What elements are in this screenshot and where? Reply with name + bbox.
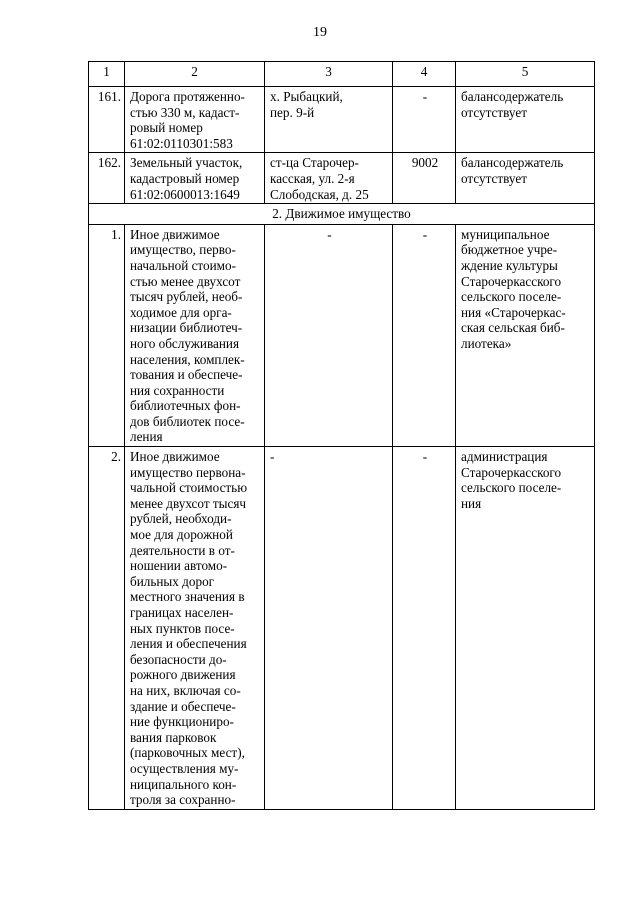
property-name: Земельный участок, кадастровый номер 61:02:0600013:1649 — [125, 153, 265, 204]
property-holder: администрация Старочеркасского сельского поселе- ния — [456, 447, 595, 810]
property-holder: муниципальное бюджетное учре- ждение культуры Старочеркасского сельского поселе- ния «Старочеркас- ская сельская биб- лиотека» — [456, 224, 595, 446]
column-header: 3 — [265, 62, 393, 87]
property-address: - — [265, 224, 393, 446]
property-value: - — [393, 87, 456, 153]
row-number: 162. — [89, 153, 125, 204]
column-header: 5 — [456, 62, 595, 87]
section-title: 2. Движимое имущество — [89, 204, 595, 225]
property-holder: балансодержатель отсутствует — [456, 153, 595, 204]
row-number: 1. — [89, 224, 125, 446]
section-heading-row — [89, 204, 595, 225]
row-number: 161. — [89, 87, 125, 153]
row-number: 2. — [89, 447, 125, 810]
property-name: Иное движимое имущество первона- чальной стоимостью менее двухсот тысяч рублей, необходи- мое для дорожной деятельности в от- ношении автомо- бильных дорог местного значения в границах населен- ных пунктов посе- ления и обеспечения безопасности до- рожного движения на них, включая со- здание и обеспече- ние функциониро- вания парковок (парковочных мест), осуществления му- ниципального кон- троля за сохранно- — [125, 447, 265, 810]
property-address: х. Рыбацкий, пер. 9-й — [265, 87, 393, 153]
column-header: 1 — [89, 62, 125, 87]
property-name: Иное движимое имущество, перво- начальной стоимо- стью менее двухсот тысяч рублей, необ- ходимое для орга- низации библиотеч- ного обслуживания населения, комплек- тования и обеспече- ния сохранности библиотечных фон- дов библиотек посе- ления — [125, 224, 265, 446]
table-row — [89, 87, 595, 153]
table-header-row — [89, 62, 595, 87]
property-address: ст-ца Старочер- касская, ул. 2-я Слободская, д. 25 — [265, 153, 393, 204]
property-name: Дорога протяженно- стью 330 м, кадаст- ровый номер 61:02:0110301:583 — [125, 87, 265, 153]
table-row — [89, 153, 595, 204]
property-value: - — [393, 224, 456, 446]
table-row — [89, 224, 595, 446]
column-header: 2 — [125, 62, 265, 87]
property-value: 9002 — [393, 153, 456, 204]
table-row — [89, 447, 595, 810]
column-header: 4 — [393, 62, 456, 87]
property-address: - — [265, 447, 393, 810]
property-value: - — [393, 447, 456, 810]
page-number: 19 — [313, 25, 327, 40]
property-holder: балансодержатель отсутствует — [456, 87, 595, 153]
property-register-table — [88, 61, 595, 810]
